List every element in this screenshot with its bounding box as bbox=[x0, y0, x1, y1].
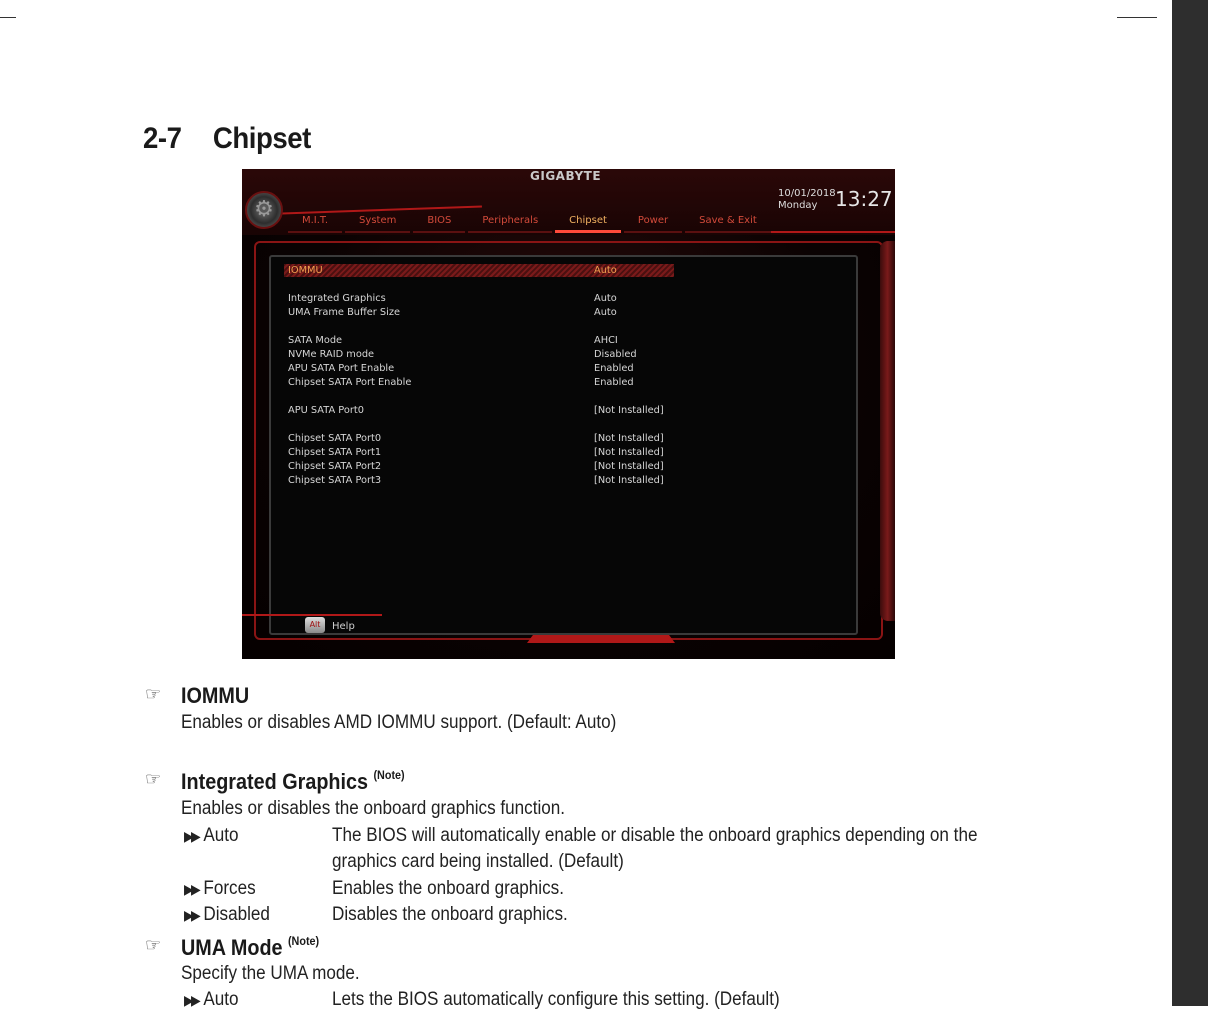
integrated-graphics-heading bbox=[181, 768, 405, 795]
crop-mark-left bbox=[0, 17, 16, 18]
bios-screenshot bbox=[242, 169, 895, 659]
uma-mode-heading bbox=[181, 934, 319, 961]
option-description-continued: graphics card being installed. (Default) bbox=[332, 851, 624, 872]
option-description: Lets the BIOS automatically configure this setting. (Default) bbox=[332, 989, 780, 1010]
bios-setting-value[interactable]: [Not Installed] bbox=[594, 475, 664, 486]
double-arrow-icon: ▶▶ bbox=[184, 992, 198, 1008]
bios-tab-system[interactable]: System bbox=[345, 215, 410, 233]
integrated-graphics-title: Integrated Graphics bbox=[181, 769, 369, 794]
option-label: Forces bbox=[203, 878, 256, 899]
option-label: Disabled bbox=[203, 904, 270, 925]
bios-setting-value[interactable]: Auto bbox=[594, 293, 617, 304]
hand-pointer-icon: ☞ bbox=[145, 684, 162, 704]
bios-setting-label[interactable]: IOMMU bbox=[288, 265, 323, 276]
bios-help-label: Help bbox=[332, 621, 355, 632]
bios-date-value: 10/01/2018 bbox=[778, 188, 836, 199]
bios-setting-value[interactable]: Enabled bbox=[594, 363, 634, 374]
option-name bbox=[184, 878, 256, 900]
note-marker: (Note) bbox=[373, 768, 405, 782]
bios-tab-power[interactable]: Power bbox=[624, 215, 682, 233]
bios-setting-value[interactable]: Auto bbox=[594, 265, 617, 276]
bios-setting-value[interactable]: [Not Installed] bbox=[594, 405, 664, 416]
double-arrow-icon: ▶▶ bbox=[184, 828, 198, 844]
bios-setting-value[interactable]: Auto bbox=[594, 307, 617, 318]
bios-setting-label[interactable]: NVMe RAID mode bbox=[288, 349, 375, 360]
bios-brand-logo: GIGABYTE bbox=[530, 169, 602, 183]
hand-pointer-icon: ☞ bbox=[145, 935, 162, 955]
bios-setting-value[interactable]: AHCI bbox=[594, 335, 618, 346]
bios-tab-chipset[interactable]: Chipset bbox=[555, 215, 621, 233]
double-arrow-icon: ▶▶ bbox=[184, 881, 198, 897]
hand-pointer-icon: ☞ bbox=[145, 769, 162, 789]
option-label: Auto bbox=[203, 825, 239, 846]
option-description: Enables the onboard graphics. bbox=[332, 878, 564, 899]
option-name bbox=[184, 904, 270, 926]
bios-setting-label[interactable]: APU SATA Port0 bbox=[288, 405, 364, 416]
bios-setting-label[interactable]: Chipset SATA Port2 bbox=[288, 461, 382, 472]
option-name bbox=[184, 989, 239, 1011]
bios-tab-bar bbox=[288, 215, 774, 233]
bios-bottom-tab-decoration bbox=[527, 635, 675, 643]
bios-setting-label[interactable]: UMA Frame Buffer Size bbox=[288, 307, 401, 318]
bios-setting-value[interactable]: Enabled bbox=[594, 377, 634, 388]
option-label: Auto bbox=[203, 989, 239, 1010]
bios-day-value: Monday bbox=[778, 200, 818, 211]
bios-setting-label[interactable]: SATA Mode bbox=[288, 335, 343, 346]
bios-setting-value[interactable]: [Not Installed] bbox=[594, 461, 664, 472]
uma-mode-description: Specify the UMA mode. bbox=[181, 963, 360, 984]
viewer-scroll-strip[interactable] bbox=[1172, 0, 1208, 1006]
bios-setting-label[interactable]: Chipset SATA Port0 bbox=[288, 433, 382, 444]
option-description: Disables the onboard graphics. bbox=[332, 904, 568, 925]
bios-bottom-accent-left bbox=[242, 614, 382, 616]
bios-tab-peripherals[interactable]: Peripherals bbox=[468, 215, 552, 233]
page-title bbox=[143, 122, 311, 156]
iommu-description: Enables or disables AMD IOMMU support. (Default: Auto) bbox=[181, 712, 617, 733]
bios-setting-label[interactable]: Chipset SATA Port1 bbox=[288, 447, 382, 458]
note-marker: (Note) bbox=[287, 934, 320, 948]
bios-gear-icon: ⚙ bbox=[245, 191, 283, 229]
crop-mark-right bbox=[1117, 17, 1157, 18]
bios-setting-value[interactable]: Disabled bbox=[594, 349, 637, 360]
section-title: Chipset bbox=[212, 122, 311, 155]
bios-setting-label[interactable]: Chipset SATA Port Enable bbox=[288, 377, 412, 388]
bios-tab-bios[interactable]: BIOS bbox=[413, 215, 465, 233]
bios-date bbox=[778, 188, 836, 212]
bios-setting-label[interactable]: APU SATA Port Enable bbox=[288, 363, 395, 374]
iommu-heading bbox=[181, 683, 249, 709]
bios-setting-label[interactable]: Integrated Graphics bbox=[288, 293, 386, 304]
option-description: The BIOS will automatically enable or disable the onboard graphics depending on the bbox=[332, 825, 978, 846]
integrated-graphics-description: Enables or disables the onboard graphics function. bbox=[181, 798, 566, 819]
uma-mode-title: UMA Mode bbox=[181, 935, 283, 960]
iommu-title: IOMMU bbox=[181, 683, 250, 708]
bios-tab-mit[interactable]: M.I.T. bbox=[288, 215, 342, 233]
bios-setting-label[interactable]: Chipset SATA Port3 bbox=[288, 475, 382, 486]
bios-alt-key-icon[interactable]: Alt bbox=[305, 617, 325, 633]
bios-setting-value[interactable]: [Not Installed] bbox=[594, 433, 664, 444]
bios-setting-value[interactable]: [Not Installed] bbox=[594, 447, 664, 458]
section-number: 2-7 bbox=[143, 122, 182, 155]
bios-right-decoration bbox=[880, 241, 895, 621]
bios-clock: 13:27 bbox=[835, 187, 893, 211]
double-arrow-icon: ▶▶ bbox=[184, 907, 198, 923]
bios-tab-save-exit[interactable]: Save & Exit bbox=[685, 215, 771, 233]
option-name bbox=[184, 825, 239, 847]
